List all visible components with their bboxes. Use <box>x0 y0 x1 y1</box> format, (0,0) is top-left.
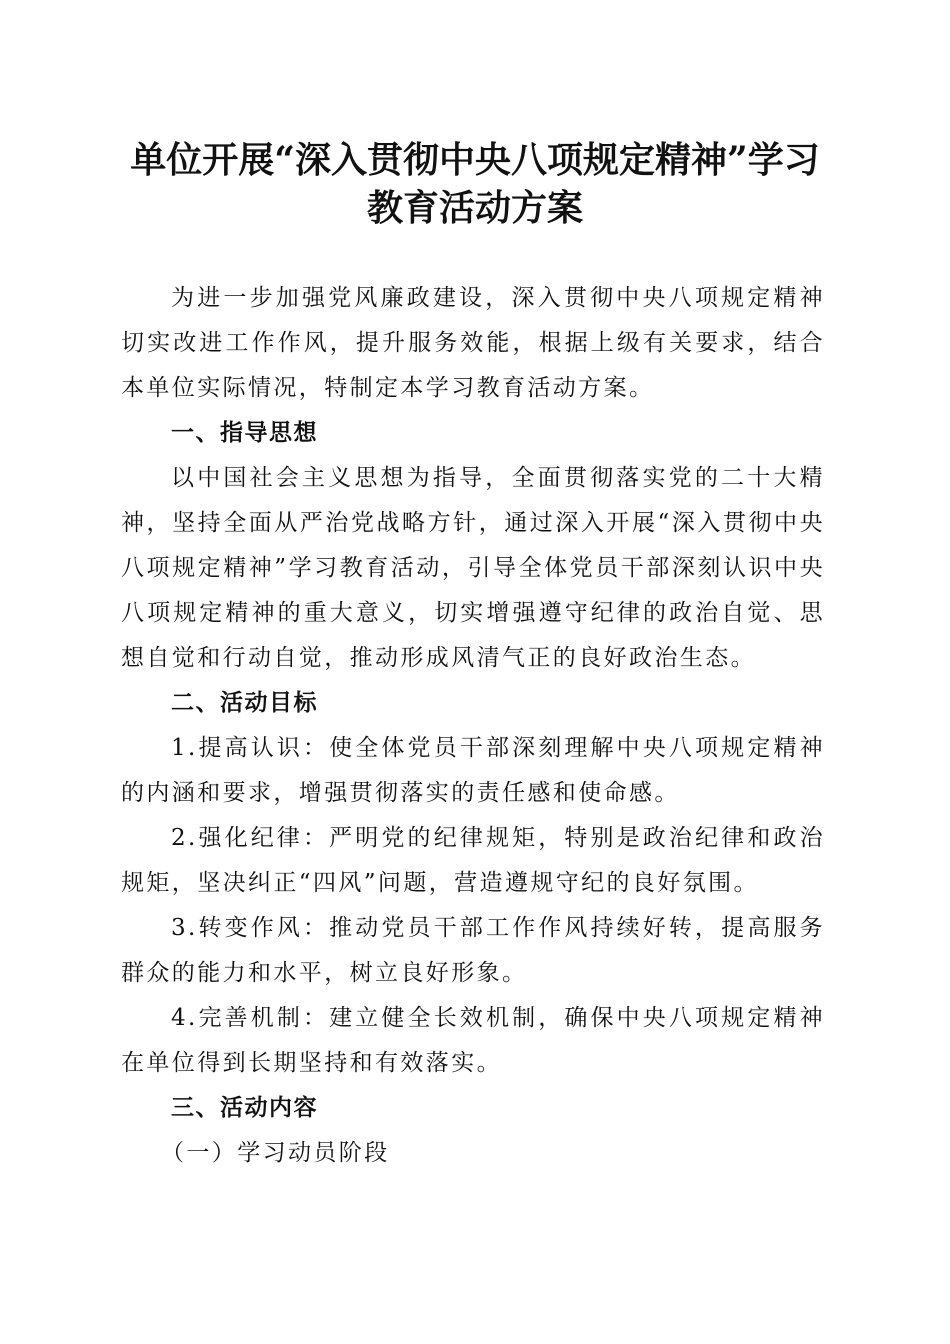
section-3-subheading-1: （一）学习动员阶段 <box>161 1140 390 1166</box>
goal-item-2: 2.强化纪律：严明党的纪律规矩，特别是政治纪律和政治规矩，坚决纠正“四风”问题，营造遵规守纪的良好氛围。 <box>121 825 825 896</box>
goal-item-4: 4.完善机制：建立健全长效机制，确保中央八项规定精神在单位得到长期坚持和有效落实。 <box>121 1005 825 1076</box>
section-2-heading: 二、活动目标 <box>171 690 318 716</box>
goal-item-1: 1.提高认识：使全体党员干部深刻理解中央八项规定精神的内涵和要求，增强贯彻落实的责任感和使命感。 <box>121 735 825 806</box>
section-3-heading: 三、活动内容 <box>171 1095 318 1121</box>
section-1-paragraph: 以中国社会主义思想为指导，全面贯彻落实党的二十大精神，坚持全面从严治党战略方针，通过深入开展“深入贯彻中央八项规定精神”学习教育活动，引导全体党员干部深刻认识中央八项规定精神的重大意义，切实增强遵守纪律的政治自觉、思想自觉和行动自觉，推动形成风清气正的良好政治生态。 <box>121 465 825 671</box>
goal-item-3: 3.转变作风：推动党员干部工作作风持续好转，提高服务群众的能力和水平，树立良好形象。 <box>121 915 825 986</box>
section-1-heading: 一、指导思想 <box>171 420 318 446</box>
document-title-line-1: 单位开展“深入贯彻中央八项规定精神”学习 <box>130 139 820 181</box>
intro-paragraph: 为进一步加强党风廉政建设，深入贯彻中央八项规定精神切实改进工作作风，提升服务效能，根据上级有关要求，结合本单位实际情况，特制定本学习教育活动方案。 <box>121 285 825 401</box>
document-title-line-2: 教育活动方案 <box>366 187 583 229</box>
document-body <box>121 276 825 1176</box>
